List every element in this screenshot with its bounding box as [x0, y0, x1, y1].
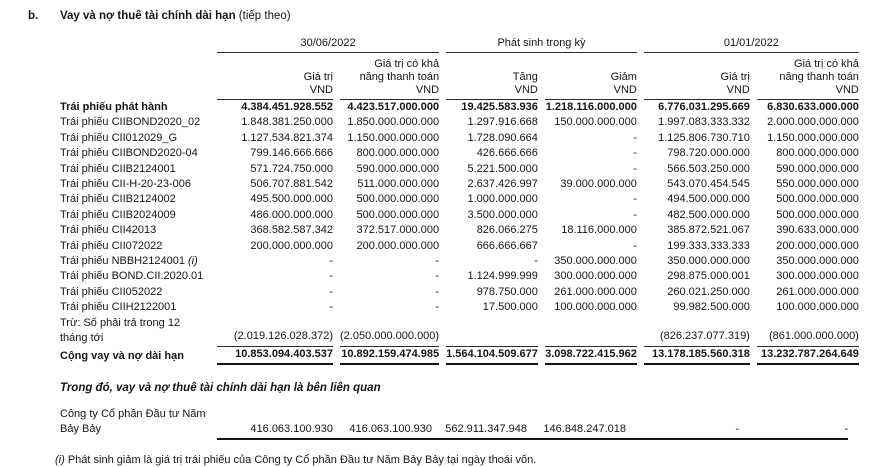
row-label: Trái phiếu CII052022: [60, 285, 163, 298]
cell-value: 1.728.090.664: [467, 131, 538, 144]
cell-value: 3.098.722.415.962: [545, 347, 637, 365]
cell-value: 416.063.100.930: [250, 423, 333, 436]
table-row: [60, 300, 859, 315]
cell-value: 494.500.000.000: [667, 193, 750, 206]
section-index: b.: [28, 10, 39, 22]
cell-value: (826.237.077.319): [644, 316, 750, 347]
row-label: Trái phiếu CIIB2124001: [60, 162, 176, 175]
table-row: [60, 177, 859, 192]
cell-value: -: [329, 285, 333, 298]
table-row: [60, 192, 859, 207]
cell-value: 4.423.517.000.000: [347, 101, 440, 113]
column-header-kha-nang-thanh-toan-2: Giá trị có khả năng thanh toán VND: [757, 53, 859, 100]
table-row: [60, 131, 859, 146]
cell-value: 543.070.454.545: [667, 178, 750, 191]
cell-value: 100.000.000.000: [776, 301, 859, 314]
cell-value: 571.724.750.000: [250, 162, 333, 175]
cell-value: -: [435, 285, 440, 298]
cell-value: 416.063.100.930: [349, 423, 432, 436]
table-row: [60, 162, 859, 177]
footnote-marker: (i): [55, 453, 65, 466]
cell-value: -: [633, 162, 637, 175]
cell-value: 13.178.185.560.318: [644, 347, 750, 365]
column-header-row: [60, 53, 859, 100]
cell-value: 500.000.000.000: [776, 208, 859, 221]
section-title-wrap: [60, 9, 291, 23]
table-row: [60, 146, 859, 161]
cell-value: 350.000.000.000: [776, 255, 859, 268]
cell-value: 666.666.667: [476, 239, 538, 252]
table-row: [60, 208, 859, 223]
cell-value: -: [435, 255, 440, 268]
cell-value: 1.125.806.730.710: [658, 131, 750, 144]
cell-value: (2.019.126.028.372): [217, 316, 333, 347]
column-header-gia-tri-1: Giá trị VND: [217, 53, 333, 100]
cell-value: 99.982.500.000: [673, 301, 750, 314]
cell-value: 3.500.000.000: [467, 208, 538, 221]
row-label: Trái phiếu BOND.CII.2020.01: [60, 270, 204, 283]
related-party-table: [53, 407, 855, 440]
cell-value: 486.000.000.000: [250, 208, 333, 221]
cell-value: 385.872.521.067: [667, 224, 750, 237]
cell-value: 17.500.000: [482, 301, 538, 314]
cell-value: 298.875.000.001: [667, 270, 750, 283]
cell-value: 300.000.000.000: [554, 270, 637, 283]
cell-value: 800.000.000.000: [776, 147, 859, 160]
cell-value: -: [633, 131, 637, 144]
column-header-tang: Tăng VND: [446, 53, 538, 100]
table-row: [60, 223, 859, 238]
cell-value: -: [633, 147, 637, 160]
cell-value: 1.564.104.509.677: [446, 347, 538, 365]
cell-value: 500.000.000.000: [356, 193, 440, 206]
total-row: [60, 347, 859, 365]
column-header-gia-tri-2: Giá trị VND: [644, 53, 750, 100]
footnote: [55, 453, 874, 467]
cell-value: 350.000.000.000: [554, 255, 637, 268]
table-row: [60, 115, 859, 130]
footnote-marker-ref: (i): [188, 255, 198, 268]
section-title-suffix: (tiếp theo): [235, 10, 291, 22]
cell-value: -: [633, 193, 637, 206]
cell-value: (2.050.000.000.000): [340, 316, 439, 347]
column-group-phat-sinh-trong-ky: Phát sinh trong kỳ: [446, 37, 637, 53]
row-label: Trái phiếu CIIH2122001: [60, 301, 177, 314]
row-label: Trừ: Số phải trả trong 12 tháng tới: [60, 316, 181, 345]
long-term-debt-table: [53, 37, 866, 365]
section-heading: [0, 0, 874, 23]
cell-value: 19.425.583.936: [461, 101, 538, 113]
bottom-rule: [217, 438, 848, 440]
table-row: [60, 269, 859, 284]
row-label: Trái phiếu CII-H-20-23-006: [60, 178, 192, 191]
cell-value: 150.000.000.000: [554, 116, 637, 129]
cell-value: 495.500.000.000: [250, 193, 333, 206]
cell-value: 200.000.000.000: [250, 239, 333, 252]
cell-value: 100.000.000.000: [554, 301, 637, 314]
cell-value: -: [435, 270, 440, 283]
cell-value: 200.000.000.000: [356, 239, 440, 252]
cell-value: 13.232.787.264.649: [757, 347, 859, 365]
cell-value: -: [735, 423, 739, 436]
column-group-30-06-2022: 30/06/2022: [217, 37, 439, 53]
cell-value: -: [329, 270, 333, 283]
cell-value: -: [435, 301, 440, 314]
deduction-row: [60, 316, 859, 347]
cell-value: 146.848.247.018: [543, 423, 626, 436]
cell-value: 390.633.000.000: [776, 224, 859, 237]
cell-value: -: [633, 208, 637, 221]
cell-value: 10.853.094.403.537: [217, 347, 333, 365]
cell-value: 800.000.000.000: [356, 147, 440, 160]
related-party-heading: Trong đó, vay và nợ thuê tài chính dài hạn là bên liên quan: [60, 381, 381, 394]
cell-value: 506.707.881.542: [250, 178, 333, 191]
cell-value: 260.021.250.000: [667, 285, 750, 298]
cell-value: 200.000.000.000: [776, 239, 859, 252]
table-row: [60, 254, 859, 269]
table-row: [60, 100, 859, 115]
row-label: Trái phiếu CIIB2024009: [60, 208, 176, 221]
related-party-row: [60, 407, 848, 438]
cell-value: 1.150.000.000.000: [347, 131, 440, 144]
cell-value: [446, 316, 538, 347]
cell-value: 500.000.000.000: [776, 193, 859, 206]
cell-value: 1.297.916.668: [467, 116, 538, 129]
cell-value: 826.066.275: [476, 224, 538, 237]
cell-value: 566.503.250.000: [667, 162, 750, 175]
column-header-kha-nang-thanh-toan-1: Giá trị có khả năng thanh toán VND: [340, 53, 439, 100]
cell-value: 1.218.116.000.000: [545, 101, 637, 113]
cell-value: 6.776.031.295.669: [658, 101, 750, 113]
cell-value: 1.150.000.000.000: [767, 131, 859, 144]
cell-value: 500.000.000.000: [356, 208, 440, 221]
row-label: Trái phiếu CII012029_G: [60, 131, 177, 144]
cell-value: 590.000.000.000: [776, 162, 859, 175]
column-group-01-01-2022: 01/01/2022: [644, 37, 859, 53]
cell-value: 372.517.000.000: [356, 224, 440, 237]
cell-value: 2.637.426.997: [467, 178, 538, 191]
cell-value: 18.116.000.000: [561, 224, 637, 237]
row-label: Trái phiếu CIIBOND2020-04: [60, 147, 198, 160]
cell-value: 978.750.000: [476, 285, 538, 298]
cell-value: 482.500.000.000: [667, 208, 750, 221]
table-row: [60, 285, 859, 300]
cell-value: 798.720.000.000: [667, 147, 750, 160]
cell-value: -: [329, 255, 333, 268]
table-row: [60, 239, 859, 254]
cell-value: 511.000.000.000: [357, 178, 440, 191]
row-label: Trái phiếu CIIBOND2020_02: [60, 116, 201, 129]
cell-value: (861.000.000.000): [757, 316, 859, 347]
cell-value: -: [844, 423, 848, 436]
cell-value: 562.911.347.948: [445, 423, 527, 436]
cell-value: 426.666.666: [476, 147, 538, 160]
cell-value: 1.127.534.821.374: [241, 131, 333, 144]
cell-value: 2.000.000.000.000: [767, 116, 859, 129]
cell-value: 1.850.000.000.000: [347, 116, 440, 129]
cell-value: 590.000.000.000: [356, 162, 440, 175]
cell-value: 368.582.587.342: [250, 224, 333, 237]
cell-value: 5.221.500.000: [467, 162, 538, 175]
cell-value: -: [329, 301, 333, 314]
row-label: Cộng vay và nợ dài hạn: [60, 349, 184, 362]
cell-value: 350.000.000.000: [667, 255, 750, 268]
cell-value: 1.997.083.333.332: [658, 116, 750, 129]
cell-value: 1.000.000.000: [467, 193, 538, 206]
cell-value: -: [633, 239, 637, 252]
cell-value: 261.000.000.000: [776, 285, 859, 298]
cell-value: 199.333.333.333: [667, 239, 750, 252]
cell-value: 4.384.451.928.552: [241, 101, 333, 113]
row-label: Trái phiếu phát hành: [60, 101, 168, 113]
related-party-rule: [60, 438, 848, 440]
row-label: Trái phiếu CIIB2124002: [60, 193, 176, 206]
row-label: Trái phiếu CII42013: [60, 224, 157, 237]
cell-value: [545, 316, 637, 347]
cell-value: -: [534, 255, 538, 268]
cell-value: 799.146.666.666: [250, 147, 333, 160]
row-label: Công ty Cổ phần Đầu tư Năm Bảy Bảy: [60, 407, 206, 436]
column-group-row: [60, 37, 859, 53]
cell-value: 261.000.000.000: [554, 285, 637, 298]
row-label: Trái phiếu NBBH2124001 (i): [60, 255, 198, 268]
cell-value: 300.000.000.000: [776, 270, 859, 283]
cell-value: 1.124.999.999: [467, 270, 538, 283]
footnote-text: Phát sinh giảm là giá trị trái phiếu của Công ty Cổ phần Đầu tư Năm Bảy Bảy tại ngày thoái vốn.: [67, 453, 537, 466]
cell-value: 10.892.159.474.985: [340, 347, 439, 365]
cell-value: 6.830.633.000.000: [767, 101, 859, 113]
cell-value: 39.000.000.000: [560, 178, 637, 191]
row-label: Trái phiếu CII072022: [60, 239, 163, 252]
section-title: Vay và nợ thuê tài chính dài hạn: [60, 10, 236, 22]
cell-value: 1.848.381.250.000: [241, 116, 333, 129]
cell-value: 550.000.000.000: [776, 178, 859, 191]
column-header-giam: Giảm VND: [545, 53, 637, 100]
